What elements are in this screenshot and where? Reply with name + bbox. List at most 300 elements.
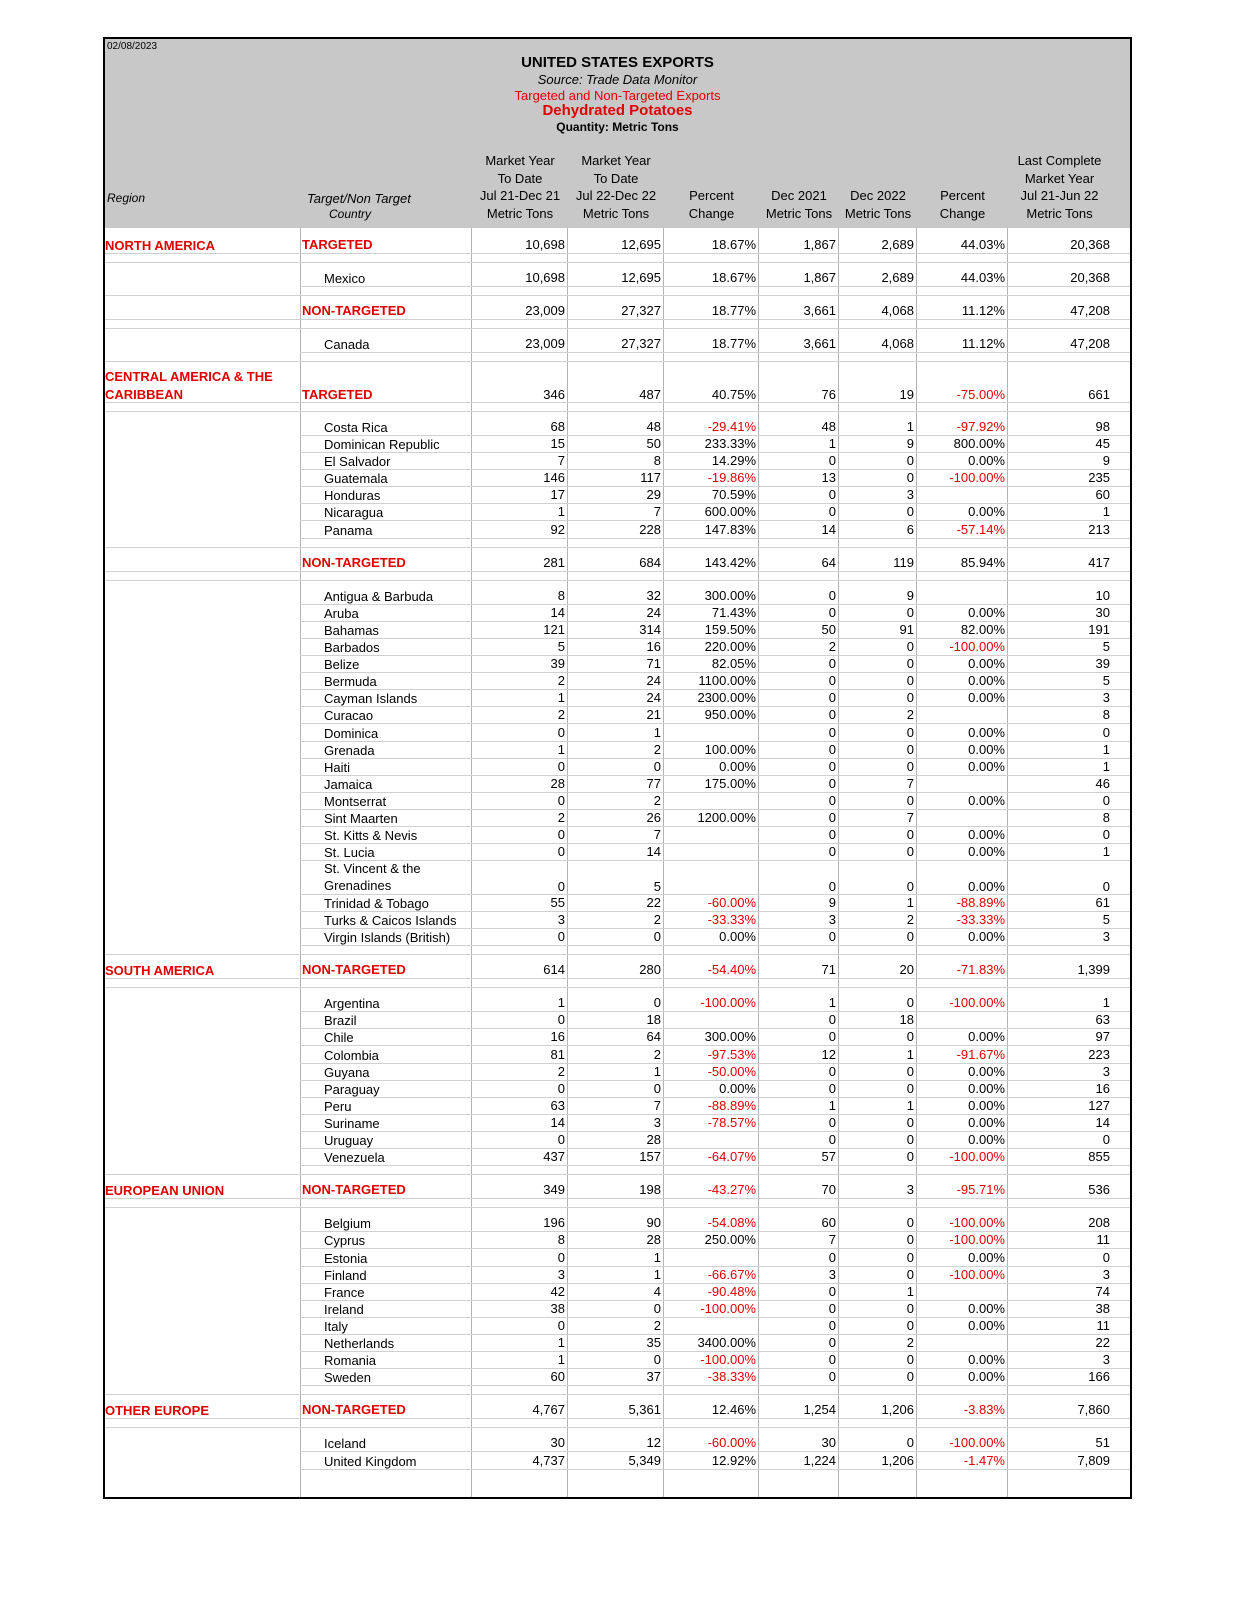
- cell-month-curr: 0: [906, 1114, 914, 1130]
- country-name: Belize: [324, 657, 360, 673]
- cell-last-market-year: 51: [1095, 1435, 1110, 1451]
- cell-month-curr: 0: [906, 453, 914, 469]
- cell-ytd-prev: 0: [557, 1080, 565, 1096]
- cell-last-market-year: 7,809: [1077, 1452, 1110, 1468]
- cell-last-market-year: 1: [1102, 758, 1110, 774]
- cell-month-prev: 71: [821, 962, 836, 978]
- cell-last-market-year: 45: [1095, 436, 1110, 451]
- cell-month-prev: 0: [828, 690, 836, 706]
- cell-ytd-prev: 0: [557, 844, 565, 860]
- row-rule: [300, 1385, 1130, 1386]
- cell-month-curr: 2,689: [881, 270, 914, 286]
- cell-last-market-year: 20,368: [1070, 237, 1110, 252]
- cell-month-curr: 7: [906, 775, 914, 791]
- cell-pct-change-ytd: 143.42%: [704, 554, 756, 570]
- country-row: [105, 895, 1130, 912]
- cell-ytd-curr: 28: [646, 1232, 661, 1248]
- cell-month-prev: 1,867: [803, 270, 836, 286]
- cell-ytd-curr: 21: [646, 707, 661, 723]
- cell-month-prev: 9: [828, 894, 836, 910]
- cell-pct-change-ytd: 175.00%: [704, 775, 756, 791]
- cell-last-market-year: 0: [1102, 1249, 1110, 1265]
- column-header-last-market-year: Last Complete Market Year Jul 21-Jun 22 Metric Tons: [1017, 153, 1102, 221]
- country-name: Guyana: [324, 1064, 370, 1080]
- row-rule: [105, 253, 1130, 254]
- cell-ytd-prev: 281: [543, 554, 565, 570]
- country-name: Netherlands: [324, 1336, 395, 1351]
- country-row: [105, 270, 1130, 287]
- cell-ytd-prev: 81: [550, 1046, 565, 1062]
- country-row: [105, 1301, 1130, 1318]
- country-name: Finland: [324, 1267, 367, 1283]
- row-separator: [105, 411, 1130, 412]
- country-name: Sint Maarten: [324, 811, 398, 826]
- row-rule: [105, 571, 1130, 572]
- country-name: Italy: [324, 1318, 348, 1334]
- cell-ytd-prev: 3: [557, 1266, 565, 1282]
- cell-ytd-prev: 2: [557, 1063, 565, 1079]
- cell-last-market-year: 98: [1095, 418, 1110, 434]
- country-row: [105, 522, 1130, 539]
- cell-pct-change-ytd: 600.00%: [704, 504, 756, 520]
- country-name: Turks & Caicos Islands: [324, 912, 457, 928]
- cell-month-curr: 0: [906, 827, 914, 843]
- cell-ytd-curr: 684: [639, 554, 661, 570]
- cell-month-curr: 2,689: [881, 237, 914, 252]
- target-group-label: NON-TARGETED: [302, 303, 406, 319]
- cell-ytd-prev: 196: [543, 1215, 565, 1231]
- cell-month-prev: 0: [828, 487, 836, 503]
- cell-month-curr: 0: [906, 929, 914, 944]
- group-row: [105, 1182, 1130, 1199]
- cell-last-market-year: 9: [1102, 453, 1110, 469]
- cell-ytd-curr: 7: [653, 827, 661, 843]
- cell-ytd-curr: 27,327: [621, 336, 661, 352]
- cell-ytd-curr: 71: [646, 656, 661, 672]
- cell-last-market-year: 1: [1102, 741, 1110, 757]
- country-row: [105, 1232, 1130, 1249]
- cell-pct-change-month: -95.71%: [956, 1182, 1005, 1198]
- cell-last-market-year: 1,399: [1077, 962, 1110, 978]
- cell-month-prev: 0: [828, 878, 836, 894]
- country-row: [105, 470, 1130, 487]
- cell-ytd-prev: 2: [557, 673, 565, 689]
- cell-month-curr: 6: [906, 521, 914, 537]
- cell-month-prev: 0: [828, 587, 836, 603]
- country-name: El Salvador: [324, 454, 391, 470]
- cell-ytd-curr: 0: [653, 1300, 661, 1316]
- cell-ytd-curr: 12,695: [621, 237, 661, 252]
- cell-pct-change-ytd: 1200.00%: [697, 810, 756, 825]
- cell-month-curr: 2: [906, 707, 914, 723]
- cell-last-market-year: 166: [1088, 1369, 1110, 1385]
- row-rule: [105, 402, 1130, 403]
- cell-ytd-curr: 314: [639, 621, 661, 637]
- column-header-pct-change-month: Percent Change: [939, 188, 986, 221]
- target-group-label: NON-TARGETED: [302, 554, 406, 570]
- cell-month-prev: 0: [828, 1029, 836, 1045]
- cell-pct-change-month: 0.00%: [968, 1114, 1005, 1130]
- cell-pct-change-ytd: -54.40%: [707, 962, 756, 978]
- country-name: Sweden: [324, 1370, 371, 1386]
- country-row: [105, 827, 1130, 844]
- cell-pct-change-ytd: 300.00%: [704, 1029, 756, 1045]
- cell-last-market-year: 127: [1088, 1097, 1110, 1113]
- cell-pct-change-month: 0.00%: [968, 827, 1005, 843]
- row-separator: [105, 580, 1130, 581]
- group-row: [105, 369, 1130, 403]
- cell-ytd-curr: 18: [646, 1012, 661, 1028]
- column-header-pct-change-ytd: Percent Change: [688, 188, 735, 221]
- cell-ytd-prev: 4,767: [532, 1402, 565, 1418]
- cell-pct-change-ytd: -19.86%: [707, 470, 756, 486]
- cell-month-curr: 0: [906, 792, 914, 808]
- cell-month-curr: 0: [906, 758, 914, 774]
- cell-pct-change-month: -33.33%: [956, 911, 1005, 927]
- country-name: Bahamas: [324, 622, 379, 638]
- cell-last-market-year: 10: [1095, 587, 1110, 603]
- country-name: Estonia: [324, 1250, 368, 1266]
- cell-ytd-curr: 77: [646, 775, 661, 791]
- cell-month-prev: 3,661: [803, 336, 836, 352]
- cell-month-prev: 0: [828, 504, 836, 520]
- cell-ytd-curr: 0: [653, 1352, 661, 1368]
- country-name: Ireland: [324, 1301, 364, 1317]
- cell-ytd-prev: 437: [543, 1149, 565, 1165]
- cell-month-prev: 0: [828, 1132, 836, 1147]
- cell-pct-change-ytd: 1100.00%: [698, 673, 756, 689]
- cell-pct-change-month: 0.00%: [968, 844, 1005, 860]
- cell-last-market-year: 22: [1095, 1335, 1110, 1350]
- cell-ytd-prev: 7: [557, 453, 565, 469]
- country-row: [105, 1250, 1130, 1267]
- cell-month-curr: 0: [906, 844, 914, 860]
- country-row: [105, 453, 1130, 470]
- cell-ytd-curr: 2: [653, 741, 661, 757]
- cell-pct-change-month: -1.47%: [963, 1452, 1005, 1468]
- cell-pct-change-ytd: -54.08%: [707, 1215, 756, 1231]
- cell-ytd-curr: 50: [646, 436, 661, 451]
- cell-ytd-prev: 0: [557, 1012, 565, 1028]
- cell-ytd-prev: 0: [557, 1132, 565, 1147]
- cell-month-prev: 1,224: [803, 1452, 836, 1468]
- country-name: Brazil: [324, 1013, 357, 1029]
- country-row: [105, 588, 1130, 605]
- cell-pct-change-month: -97.92%: [956, 418, 1005, 434]
- cell-last-market-year: 1: [1102, 504, 1110, 520]
- cell-month-curr: 0: [906, 1249, 914, 1265]
- cell-pct-change-month: 82.00%: [960, 621, 1005, 637]
- region-label: CENTRAL AMERICA & THE CARIBBEAN: [105, 369, 273, 402]
- cell-month-prev: 0: [828, 656, 836, 672]
- cell-month-prev: 0: [828, 673, 836, 689]
- cell-ytd-prev: 39: [550, 656, 565, 672]
- cell-pct-change-ytd: -100.00%: [700, 995, 756, 1011]
- cell-ytd-prev: 15: [550, 436, 565, 451]
- cell-month-prev: 0: [828, 929, 836, 944]
- cell-month-prev: 3: [828, 911, 836, 927]
- cell-ytd-curr: 5: [653, 878, 661, 894]
- cell-ytd-curr: 4: [653, 1283, 661, 1299]
- report-header: [105, 39, 1130, 228]
- country-row: [105, 1064, 1130, 1081]
- cell-pct-change-month: 0.00%: [968, 656, 1005, 672]
- cell-ytd-prev: 0: [557, 724, 565, 740]
- cell-pct-change-ytd: 220.00%: [704, 639, 756, 654]
- country-row: [105, 1047, 1130, 1064]
- cell-last-market-year: 61: [1095, 894, 1110, 910]
- cell-ytd-prev: 349: [543, 1182, 565, 1198]
- row-separator: [105, 1427, 1130, 1428]
- cell-month-prev: 3,661: [803, 303, 836, 319]
- country-row: [105, 1335, 1130, 1352]
- country-row: [105, 995, 1130, 1012]
- cell-month-prev: 14: [821, 521, 836, 537]
- cell-month-prev: 0: [828, 604, 836, 620]
- cell-ytd-curr: 48: [646, 418, 661, 434]
- cell-pct-change-month: -91.67%: [956, 1046, 1005, 1062]
- cell-ytd-curr: 8: [653, 453, 661, 469]
- cell-ytd-prev: 0: [557, 827, 565, 843]
- cell-month-prev: 0: [828, 1283, 836, 1299]
- cell-last-market-year: 0: [1102, 1132, 1110, 1147]
- cell-pct-change-ytd: 18.67%: [711, 270, 756, 286]
- cell-pct-change-month: 0.00%: [968, 504, 1005, 520]
- country-name: Grenada: [324, 742, 375, 758]
- cell-last-market-year: 5: [1102, 639, 1110, 654]
- cell-month-prev: 0: [828, 707, 836, 723]
- cell-pct-change-ytd: -60.00%: [707, 894, 756, 910]
- cell-ytd-curr: 5,361: [628, 1402, 661, 1418]
- country-row: [105, 1012, 1130, 1029]
- cell-ytd-prev: 2: [557, 707, 565, 723]
- cell-month-curr: 4,068: [881, 303, 914, 319]
- cell-ytd-curr: 2: [653, 1046, 661, 1062]
- row-separator: [105, 987, 1130, 988]
- row-rule: [300, 1165, 1130, 1166]
- cell-month-prev: 0: [828, 1080, 836, 1096]
- cell-pct-change-month: -71.83%: [956, 962, 1005, 978]
- country-row: [105, 690, 1130, 707]
- cell-pct-change-month: 11.12%: [961, 303, 1005, 319]
- cell-month-curr: 19: [899, 386, 914, 402]
- target-group-label: TARGETED: [302, 237, 373, 252]
- cell-last-market-year: 191: [1088, 621, 1110, 637]
- cell-month-prev: 0: [828, 1114, 836, 1130]
- cell-pct-change-month: 44.03%: [960, 270, 1005, 286]
- cell-pct-change-ytd: -29.41%: [707, 418, 756, 434]
- cell-last-market-year: 3: [1102, 1266, 1110, 1282]
- cell-pct-change-ytd: -50.00%: [707, 1063, 756, 1079]
- cell-last-market-year: 855: [1088, 1149, 1110, 1165]
- cell-ytd-prev: 63: [550, 1097, 565, 1113]
- cell-pct-change-ytd: 18.67%: [711, 237, 756, 252]
- country-name: Suriname: [324, 1115, 380, 1131]
- cell-pct-change-ytd: 2300.00%: [697, 690, 756, 706]
- cell-pct-change-month: 800.00%: [953, 436, 1005, 451]
- cell-pct-change-ytd: 70.59%: [711, 487, 756, 503]
- country-name: Costa Rica: [324, 419, 388, 435]
- column-header-month-curr: Dec 2022 Metric Tons: [844, 188, 912, 221]
- row-rule: [105, 1198, 1130, 1199]
- cell-ytd-curr: 0: [653, 758, 661, 774]
- cell-last-market-year: 8: [1102, 707, 1110, 723]
- cell-ytd-curr: 5,349: [628, 1452, 661, 1468]
- cell-last-market-year: 417: [1088, 554, 1110, 570]
- cell-last-market-year: 3: [1102, 1352, 1110, 1368]
- cell-month-prev: 0: [828, 724, 836, 740]
- country-name: Colombia: [324, 1047, 379, 1063]
- cell-pct-change-ytd: -90.48%: [707, 1283, 756, 1299]
- country-name: Uruguay: [324, 1133, 374, 1148]
- cell-ytd-prev: 346: [543, 386, 565, 402]
- cell-month-curr: 1,206: [881, 1452, 914, 1468]
- country-name: Chile: [324, 1030, 354, 1046]
- cell-pct-change-month: -100.00%: [949, 639, 1005, 654]
- cell-ytd-prev: 0: [557, 929, 565, 944]
- country-row: [105, 622, 1130, 639]
- cell-ytd-prev: 1: [557, 995, 565, 1011]
- cell-ytd-prev: 8: [557, 1232, 565, 1248]
- country-name: Mexico: [324, 271, 366, 287]
- cell-ytd-curr: 228: [639, 521, 661, 537]
- cell-month-curr: 9: [906, 587, 914, 603]
- cell-ytd-curr: 27,327: [621, 303, 661, 319]
- cell-ytd-prev: 0: [557, 1317, 565, 1333]
- cell-month-prev: 0: [828, 1352, 836, 1368]
- cell-pct-change-month: -100.00%: [949, 1149, 1005, 1165]
- country-name: St. Kitts & Nevis: [324, 828, 418, 844]
- cell-month-prev: 30: [821, 1435, 836, 1451]
- country-row: [105, 1435, 1130, 1452]
- region-label: NORTH AMERICA: [105, 238, 216, 253]
- cell-pct-change-month: 0.00%: [968, 1097, 1005, 1113]
- country-name: France: [324, 1284, 365, 1300]
- country-row: [105, 1149, 1130, 1166]
- country-name: Nicaragua: [324, 505, 384, 521]
- cell-last-market-year: 39: [1095, 656, 1110, 672]
- cell-ytd-curr: 14: [646, 844, 661, 860]
- cell-month-curr: 4,068: [881, 336, 914, 352]
- cell-month-prev: 0: [828, 810, 836, 825]
- cell-month-curr: 0: [906, 673, 914, 689]
- cell-last-market-year: 60: [1095, 487, 1110, 503]
- country-name: Iceland: [324, 1436, 366, 1452]
- cell-last-market-year: 47,208: [1070, 336, 1110, 352]
- country-row: [105, 487, 1130, 504]
- cell-pct-change-month: 85.94%: [960, 554, 1005, 570]
- cell-month-curr: 1: [906, 894, 914, 910]
- cell-month-curr: 0: [906, 878, 914, 894]
- country-row: [105, 810, 1130, 827]
- country-row: [105, 673, 1130, 690]
- cell-ytd-curr: 12: [646, 1435, 661, 1451]
- row-rule: [300, 286, 1130, 287]
- country-name: Haiti: [324, 759, 351, 775]
- cell-last-market-year: 5: [1102, 911, 1110, 927]
- cell-ytd-prev: 68: [550, 418, 565, 434]
- cell-last-market-year: 8: [1102, 810, 1110, 825]
- cell-ytd-prev: 16: [550, 1029, 565, 1045]
- cell-pct-change-month: -88.89%: [956, 894, 1005, 910]
- cell-ytd-curr: 29: [646, 487, 661, 503]
- cell-last-market-year: 63: [1095, 1012, 1110, 1028]
- target-group-label: NON-TARGETED: [302, 1182, 406, 1198]
- column-header-ytd-curr: Market Year To Date Jul 22-Dec 22 Metric Tons: [575, 153, 657, 221]
- cell-month-curr: 0: [906, 995, 914, 1011]
- cell-pct-change-month: 44.03%: [960, 237, 1005, 252]
- cell-last-market-year: 30: [1095, 604, 1110, 620]
- cell-pct-change-ytd: -64.07%: [707, 1149, 756, 1165]
- cell-pct-change-month: 0.00%: [968, 741, 1005, 757]
- cell-ytd-prev: 23,009: [525, 336, 565, 352]
- report-product: Dehydrated Potatoes: [542, 102, 693, 119]
- cell-ytd-curr: 0: [653, 995, 661, 1011]
- group-row: [105, 237, 1130, 254]
- cell-pct-change-ytd: 12.46%: [711, 1402, 756, 1418]
- country-name: Cyprus: [324, 1233, 366, 1249]
- cell-ytd-prev: 55: [550, 894, 565, 910]
- cell-month-curr: 1: [906, 418, 914, 434]
- row-rule: [300, 1469, 1130, 1470]
- cell-ytd-prev: 14: [550, 1114, 565, 1130]
- cell-ytd-prev: 42: [550, 1283, 565, 1299]
- row-rule: [300, 352, 1130, 353]
- country-name: Dominica: [324, 725, 379, 741]
- cell-last-market-year: 661: [1088, 386, 1110, 402]
- country-name: Montserrat: [324, 793, 387, 809]
- country-row: [105, 436, 1130, 453]
- cell-month-prev: 0: [828, 758, 836, 774]
- cell-pct-change-ytd: -43.27%: [707, 1182, 756, 1198]
- cell-month-curr: 91: [899, 621, 914, 637]
- column-header-region: Region: [107, 191, 146, 205]
- column-header-target: Target/Non Target: [307, 191, 411, 206]
- cell-ytd-curr: 7: [653, 504, 661, 520]
- cell-month-curr: 0: [906, 639, 914, 654]
- cell-month-prev: 0: [828, 1369, 836, 1385]
- cell-last-market-year: 0: [1102, 724, 1110, 740]
- cell-ytd-prev: 121: [543, 621, 565, 637]
- cell-pct-change-month: 0.00%: [968, 1132, 1005, 1147]
- country-name: Belgium: [324, 1216, 371, 1232]
- column-header-month-prev: Dec 2021 Metric Tons: [765, 188, 833, 221]
- cell-ytd-curr: 2: [653, 1317, 661, 1333]
- country-name: Barbados: [324, 640, 380, 655]
- country-row: [105, 776, 1130, 793]
- target-group-label: TARGETED: [302, 386, 373, 402]
- country-name: Aruba: [324, 605, 359, 621]
- cell-last-market-year: 0: [1102, 792, 1110, 808]
- cell-month-curr: 0: [906, 1215, 914, 1231]
- cell-ytd-curr: 0: [653, 929, 661, 944]
- cell-month-prev: 0: [828, 1335, 836, 1350]
- cell-month-curr: 0: [906, 690, 914, 706]
- country-name: St. Lucia: [324, 845, 375, 861]
- cell-pct-change-ytd: -66.67%: [707, 1266, 756, 1282]
- country-row: [105, 1453, 1130, 1470]
- cell-last-market-year: 74: [1095, 1283, 1110, 1299]
- cell-month-prev: 0: [828, 827, 836, 843]
- cell-month-curr: 2: [906, 1335, 914, 1350]
- cell-month-prev: 60: [821, 1215, 836, 1231]
- cell-month-curr: 0: [906, 1063, 914, 1079]
- cell-pct-change-ytd: 3400.00%: [697, 1335, 756, 1350]
- cell-month-prev: 0: [828, 1317, 836, 1333]
- group-row: [105, 1402, 1130, 1419]
- cell-month-prev: 0: [828, 453, 836, 469]
- cell-ytd-prev: 1: [557, 1335, 565, 1350]
